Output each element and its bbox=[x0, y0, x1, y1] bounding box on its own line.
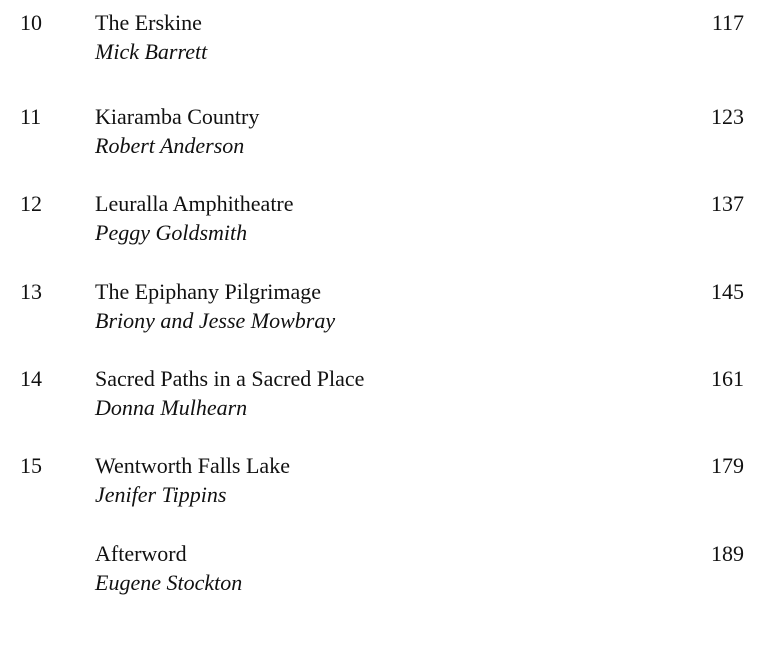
toc-entry bbox=[0, 190, 767, 250]
chapter-title: The Epiphany Pilgrimage bbox=[95, 279, 322, 304]
toc-entry bbox=[0, 103, 767, 163]
page-number: 123 bbox=[711, 104, 744, 129]
chapter-author: Mick Barrett bbox=[95, 39, 208, 64]
chapter-title: Sacred Paths in a Sacred Place bbox=[95, 366, 365, 391]
toc-entry bbox=[0, 9, 767, 69]
chapter-author: Jenifer Tippins bbox=[95, 482, 227, 507]
chapter-author: Briony and Jesse Mowbray bbox=[95, 308, 336, 333]
chapter-number: 12 bbox=[20, 191, 42, 216]
page-number: 161 bbox=[711, 366, 744, 391]
page-number: 117 bbox=[711, 10, 744, 35]
page-number: 189 bbox=[711, 541, 744, 566]
page-number: 179 bbox=[711, 453, 744, 478]
chapter-author: Robert Anderson bbox=[95, 133, 245, 158]
toc-entry bbox=[0, 452, 767, 512]
chapter-title: Leuralla Amphitheatre bbox=[95, 191, 294, 216]
chapter-number: 11 bbox=[20, 104, 42, 129]
chapter-author: Peggy Goldsmith bbox=[95, 220, 248, 245]
chapter-title: The Erskine bbox=[95, 10, 202, 35]
page-number: 137 bbox=[711, 191, 744, 216]
chapter-number: 13 bbox=[20, 279, 42, 304]
toc-entry bbox=[0, 365, 767, 425]
chapter-title: Wentworth Falls Lake bbox=[95, 453, 290, 478]
chapter-author: Eugene Stockton bbox=[95, 570, 243, 595]
toc-entry bbox=[0, 540, 767, 600]
chapter-number: 14 bbox=[20, 366, 42, 391]
page-number: 145 bbox=[711, 279, 744, 304]
chapter-title: Kiaramba Country bbox=[95, 104, 260, 129]
chapter-title: Afterword bbox=[95, 541, 187, 566]
chapter-number: 15 bbox=[20, 453, 42, 478]
chapter-number: 10 bbox=[20, 10, 42, 35]
toc-entry bbox=[0, 278, 767, 338]
chapter-author: Donna Mulhearn bbox=[95, 395, 248, 420]
